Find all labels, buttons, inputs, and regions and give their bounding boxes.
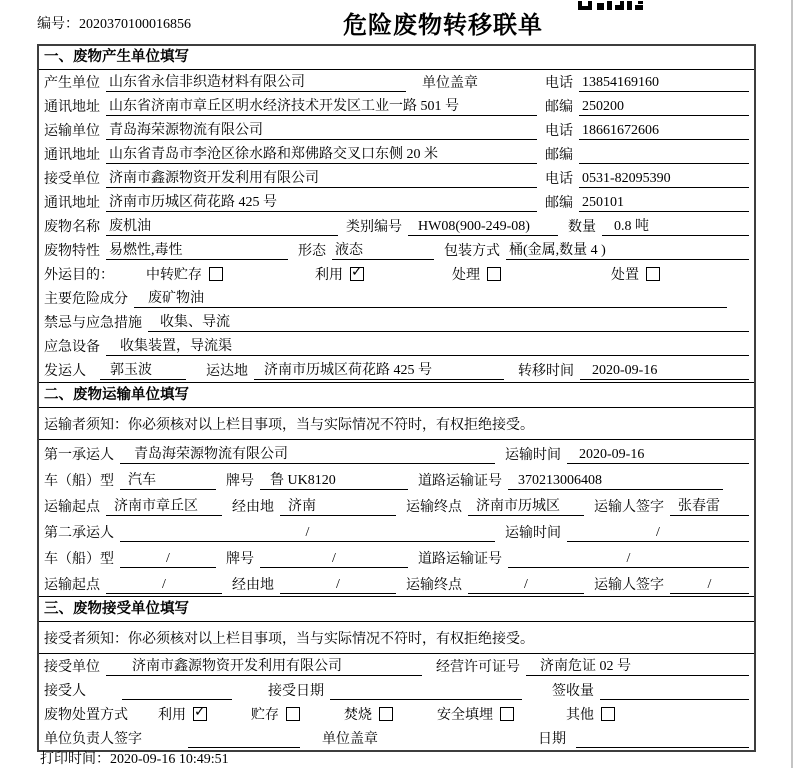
purpose-use-label: 利用 xyxy=(315,268,343,283)
print-time-line xyxy=(40,748,229,768)
end2-value: / xyxy=(468,577,584,594)
receiver-phone-value: 0531-82095390 xyxy=(579,171,749,188)
page-title: 危险废物转移联单 xyxy=(343,12,543,39)
receiver-phone-label: 电话 xyxy=(545,172,573,187)
section2-notice: 运输者须知：你必须核对以上栏目事项，当与实际情况不符时，有权拒绝接受。 xyxy=(39,408,754,440)
manifest-form xyxy=(37,44,756,752)
qty-value: 0.8 吨 xyxy=(602,215,749,236)
purpose-transfer-checkbox xyxy=(209,267,223,281)
row-route1 xyxy=(39,492,754,518)
row-carrier1 xyxy=(39,440,754,466)
taboo-value: 收集、导流 xyxy=(148,311,749,332)
amount-value xyxy=(600,699,749,700)
origin1-label: 运输起点 xyxy=(44,500,100,515)
road-permit2-value: / xyxy=(508,551,749,568)
row-vehicle1 xyxy=(39,466,754,492)
receiver-zip-value: 250101 xyxy=(579,195,749,212)
packing-label: 包装方式 xyxy=(444,244,500,259)
row-waste-character xyxy=(39,238,754,262)
producer-addr-value: 山东省济南市章丘区明水经济技术开发区工业一路 501 号 xyxy=(106,95,537,116)
serial-label: 编号： xyxy=(37,17,79,32)
carrier2-value: / xyxy=(120,525,495,542)
road-permit1-label: 道路运输证号 xyxy=(418,474,502,489)
packing-value: 桶(金属,数量 4 ) xyxy=(506,239,749,260)
sign1-value: 张春雷 xyxy=(670,495,749,516)
waste-name-label: 废物名称 xyxy=(44,220,100,235)
row-accept-unit xyxy=(39,654,754,678)
via1-label: 经由地 xyxy=(232,500,274,515)
purpose-transfer-label: 中转贮存 xyxy=(146,268,202,283)
row-producer xyxy=(39,70,754,94)
purpose-dispose-label: 处置 xyxy=(611,268,639,283)
serial-value: 2020370100016856 xyxy=(79,17,191,32)
qr-code-fragment-icon xyxy=(578,0,646,16)
accept-date-label: 接受日期 xyxy=(268,684,324,699)
equip-label: 应急设备 xyxy=(44,340,100,355)
carrier2-time-value: / xyxy=(567,525,749,542)
date2-label: 日期 xyxy=(538,732,566,747)
disposal-burn-label: 焚烧 xyxy=(344,708,372,723)
via2-value: / xyxy=(280,577,396,594)
section2-title: 二、废物运输单位填写 xyxy=(39,382,754,408)
transporter-phone-label: 电话 xyxy=(545,124,573,139)
receiver-addr-label: 通讯地址 xyxy=(44,196,100,211)
row-main-hazard xyxy=(39,286,754,310)
license-value: 济南危证 02 号 xyxy=(526,655,749,676)
carrier1-value: 青岛海荣源物流有限公司 xyxy=(120,443,495,464)
sign2-label: 运输人签字 xyxy=(594,578,664,593)
accept-unit-label: 接受单位 xyxy=(44,660,100,675)
row-producer-address xyxy=(39,94,754,118)
accept-date-value xyxy=(330,699,522,700)
transporter-addr-label: 通讯地址 xyxy=(44,148,100,163)
page-edge-divider xyxy=(791,0,793,768)
recipient-label: 接受人 xyxy=(44,684,86,699)
category-label: 类别编号 xyxy=(346,220,402,235)
main-hazard-label: 主要危险成分 xyxy=(44,292,128,307)
category-value: HW08(900-249-08) xyxy=(408,219,558,236)
equip-value: 收集装置，导流渠 xyxy=(106,335,749,356)
carrier1-time-value: 2020-09-16 xyxy=(567,447,749,464)
row-taboo-measures xyxy=(39,310,754,334)
row-vehicle2 xyxy=(39,544,754,570)
head-sign-label: 单位负责人签字 xyxy=(44,732,142,747)
producer-phone-value: 13854169160 xyxy=(579,75,749,92)
row-receiver-address xyxy=(39,190,754,214)
purpose-label: 外运目的： xyxy=(44,268,114,283)
row-waste-name xyxy=(39,214,754,238)
row-receiver xyxy=(39,166,754,190)
disposal-other-label: 其他 xyxy=(566,708,594,723)
disposal-use-label: 利用 xyxy=(158,708,186,723)
plate1-value: 鲁 UK8120 xyxy=(260,469,408,490)
transfer-time-value: 2020-09-16 xyxy=(580,363,749,380)
plate2-label: 牌号 xyxy=(226,552,254,567)
disposal-burn-checkbox xyxy=(379,707,393,721)
unit-seal-label: 单位盖章 xyxy=(422,76,478,91)
receiver-zip-label: 邮编 xyxy=(545,196,573,211)
sign2-value: / xyxy=(670,577,749,594)
receiver-addr-value: 济南市历城区荷花路 425 号 xyxy=(106,191,537,212)
plate1-label: 牌号 xyxy=(226,474,254,489)
row-carrier2 xyxy=(39,518,754,544)
amount-label: 签收量 xyxy=(552,684,594,699)
purpose-treat-label: 处理 xyxy=(452,268,480,283)
section1-title: 一、废物产生单位填写 xyxy=(39,46,754,70)
row-transporter-address xyxy=(39,142,754,166)
character-value: 易燃性,毒性 xyxy=(106,239,288,260)
dest-label: 运达地 xyxy=(206,364,248,379)
license-label: 经营许可证号 xyxy=(436,660,520,675)
end1-value: 济南市历城区 xyxy=(468,495,584,516)
purpose-treat-checkbox xyxy=(487,267,501,281)
vehicle2-value: / xyxy=(120,551,216,568)
form-label: 形态 xyxy=(298,244,326,259)
transporter-value: 青岛海荣源物流有限公司 xyxy=(106,119,537,140)
recipient-value xyxy=(122,699,232,700)
unit-seal2-label: 单位盖章 xyxy=(322,732,378,747)
purpose-use-checkbox xyxy=(350,267,364,281)
producer-label: 产生单位 xyxy=(44,76,100,91)
transfer-time-label: 转移时间 xyxy=(518,364,574,379)
carrier1-label: 第一承运人 xyxy=(44,448,114,463)
dest-value: 济南市历城区荷花路 425 号 xyxy=(254,359,504,380)
transporter-zip-value xyxy=(579,163,749,164)
disposal-other-checkbox xyxy=(601,707,615,721)
transporter-phone-value: 18661672606 xyxy=(579,123,749,140)
qty-label: 数量 xyxy=(568,220,596,235)
section3-notice: 接受者须知：你必须核对以上栏目事项，当与实际情况不符时，有权拒绝接受。 xyxy=(39,622,754,654)
row-route2 xyxy=(39,570,754,596)
row-disposal xyxy=(39,702,754,726)
producer-zip-label: 邮编 xyxy=(545,100,573,115)
transporter-label: 运输单位 xyxy=(44,124,100,139)
origin2-value: / xyxy=(106,577,222,594)
disposal-landfill-label: 安全填埋 xyxy=(437,708,493,723)
accept-unit-value: 济南市鑫源物资开发利用有限公司 xyxy=(106,655,422,676)
character-label: 废物特性 xyxy=(44,244,100,259)
print-time-label: 打印时间： xyxy=(40,752,110,767)
section3-title: 三、废物接受单位填写 xyxy=(39,596,754,622)
form-value: 液态 xyxy=(332,239,434,260)
disposal-landfill-checkbox xyxy=(500,707,514,721)
origin2-label: 运输起点 xyxy=(44,578,100,593)
vehicle2-label: 车（船）型 xyxy=(44,552,114,567)
transporter-addr-value: 山东省青岛市李沧区徐水路和郑佛路交叉口东侧 20 米 xyxy=(106,143,537,164)
purpose-dispose-checkbox xyxy=(646,267,660,281)
row-head-signature xyxy=(39,726,754,750)
vehicle1-label: 车（船）型 xyxy=(44,474,114,489)
carrier2-time-label: 运输时间 xyxy=(505,526,561,541)
consignor-value: 郭玉波 xyxy=(100,359,186,380)
disposal-use-checkbox xyxy=(193,707,207,721)
disposal-store-checkbox xyxy=(286,707,300,721)
waste-name-value: 废机油 xyxy=(106,215,338,236)
row-transporter xyxy=(39,118,754,142)
road-permit1-value: 370213006408 xyxy=(508,473,723,490)
plate2-value: / xyxy=(260,551,408,568)
producer-value: 山东省永信非织造材料有限公司 xyxy=(106,71,406,92)
origin1-value: 济南市章丘区 xyxy=(106,495,222,516)
transporter-zip-label: 邮编 xyxy=(545,148,573,163)
carrier1-time-label: 运输时间 xyxy=(505,448,561,463)
road-permit2-label: 道路运输证号 xyxy=(418,552,502,567)
main-hazard-value: 废矿物油 xyxy=(134,287,727,308)
via2-label: 经由地 xyxy=(232,578,274,593)
receiver-label: 接受单位 xyxy=(44,172,100,187)
taboo-label: 禁忌与应急措施 xyxy=(44,316,142,331)
date2-value xyxy=(576,747,749,748)
serial-number-line xyxy=(37,13,191,33)
disposal-label: 废物处置方式 xyxy=(44,708,128,723)
row-recipient xyxy=(39,678,754,702)
producer-phone-label: 电话 xyxy=(545,76,573,91)
sign1-label: 运输人签字 xyxy=(594,500,664,515)
vehicle1-value: 汽车 xyxy=(120,469,216,490)
consignor-label: 发运人 xyxy=(44,364,86,379)
end1-label: 运输终点 xyxy=(406,500,462,515)
row-consignor xyxy=(39,358,754,382)
end2-label: 运输终点 xyxy=(406,578,462,593)
disposal-store-label: 贮存 xyxy=(251,708,279,723)
via1-value: 济南 xyxy=(280,495,396,516)
producer-addr-label: 通讯地址 xyxy=(44,100,100,115)
row-purpose xyxy=(39,262,754,286)
carrier2-label: 第二承运人 xyxy=(44,526,114,541)
receiver-value: 济南市鑫源物资开发利用有限公司 xyxy=(106,167,537,188)
print-time-value: 2020-09-16 10:49:51 xyxy=(110,752,229,767)
producer-zip-value: 250200 xyxy=(579,99,749,116)
row-emergency-equipment xyxy=(39,334,754,358)
